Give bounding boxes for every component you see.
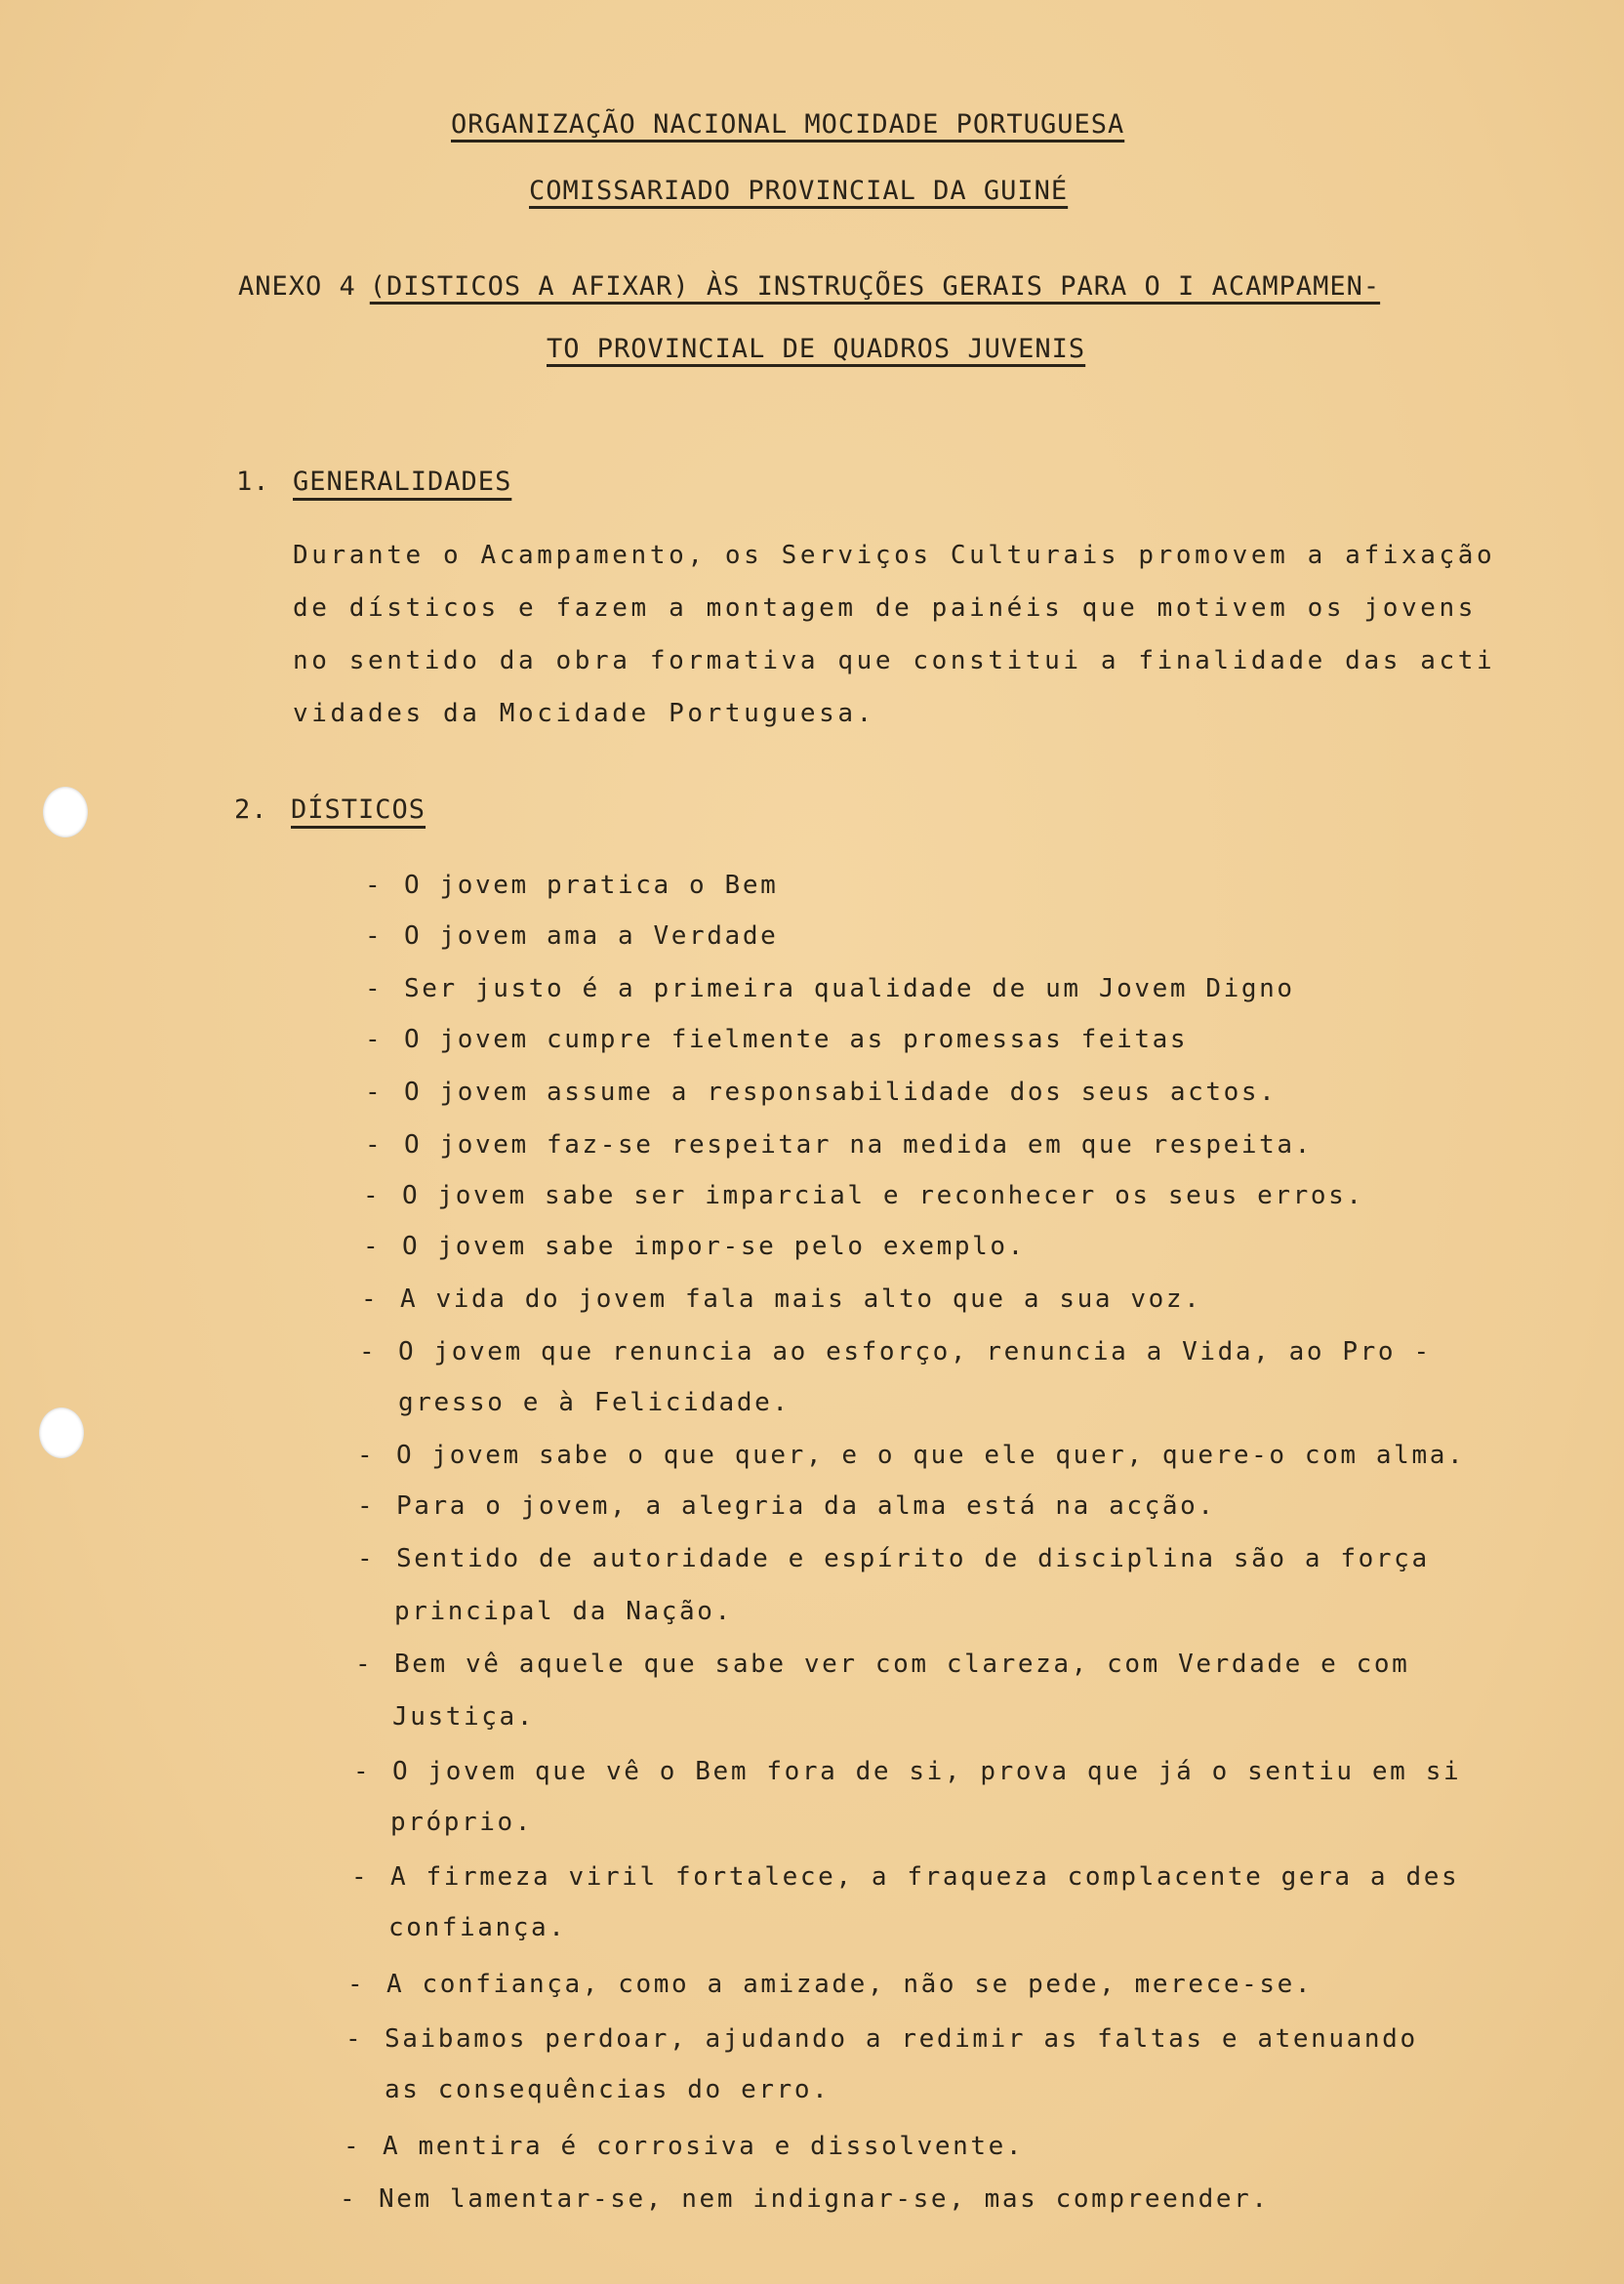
disticos-item: - O jovem faz-se respeitar na medida em que respeita.	[365, 1130, 1313, 1160]
disticos-item: - O jovem sabe o que quer, e o que ele quer, quere-o com alma.	[357, 1441, 1466, 1470]
section-1-line: no sentido da obra formativa que constitui a finalidade das acti	[293, 646, 1496, 675]
section-2-title: DÍSTICOS	[291, 795, 426, 825]
disticos-item: - Nem lamentar-se, nem indignar-se, mas compreender.	[340, 2184, 1270, 2214]
disticos-item: - O jovem sabe ser imparcial e reconhecer os seus erros.	[363, 1181, 1364, 1210]
disticos-item: - Saibamos perdoar, ajudando a redimir as faltas e atenuando	[345, 2024, 1418, 2054]
punch-hole-top	[43, 787, 88, 837]
disticos-item: - O jovem que renuncia ao esforço, renuncia a Vida, ao Pro -	[359, 1337, 1432, 1366]
disticos-item-continuation: principal da Nação.	[394, 1597, 733, 1626]
disticos-item: - O jovem que vê o Bem fora de si, prova que já o sentiu em si	[353, 1757, 1462, 1786]
annex-heading-line1	[238, 271, 1380, 302]
disticos-item: - O jovem sabe impor-se pelo exemplo.	[363, 1232, 1026, 1261]
punch-hole-bottom	[39, 1407, 84, 1458]
section-1-title: GENERALIDADES	[293, 467, 512, 497]
section-1-heading	[236, 467, 511, 497]
disticos-item: - O jovem cumpre fielmente as promessas feitas	[365, 1025, 1189, 1054]
disticos-item: - Sentido de autoridade e espírito de disciplina são a força	[357, 1544, 1430, 1573]
disticos-item: - A confiança, como a amizade, não se pede, merece-se.	[347, 1970, 1314, 1999]
disticos-item: - O jovem assume a responsabilidade dos seus actos.	[365, 1078, 1278, 1107]
disticos-item-continuation: Justiça.	[392, 1702, 536, 1732]
disticos-item: - Bem vê aquele que sabe ver com clareza, com Verdade e com	[355, 1650, 1410, 1679]
disticos-item: - A firmeza viril fortalece, a fraqueza complacente gera a des	[351, 1862, 1460, 1892]
commissariat-title: COMISSARIADO PROVINCIAL DA GUINÉ	[529, 176, 1069, 206]
disticos-item: - O jovem pratica o Bem	[365, 871, 779, 900]
disticos-item: - A mentira é corrosiva e dissolvente.	[344, 2132, 1025, 2161]
section-1-number: 1.	[236, 467, 270, 497]
organization-title: ORGANIZAÇÃO NACIONAL MOCIDADE PORTUGUESA	[451, 109, 1125, 140]
disticos-item-continuation: as consequências do erro.	[385, 2075, 831, 2104]
disticos-item: - Para o jovem, a alegria da alma está na acção.	[357, 1491, 1216, 1521]
disticos-item: - O jovem ama a Verdade	[365, 921, 779, 951]
annex-number: ANEXO 4	[238, 271, 356, 302]
section-2-heading	[234, 795, 426, 825]
disticos-item: - A vida do jovem fala mais alto que a sua voz.	[361, 1285, 1202, 1314]
disticos-item-continuation: confiança.	[388, 1913, 567, 1942]
section-2-number: 2.	[234, 795, 268, 825]
section-1-line: Durante o Acampamento, os Serviços Culturais promovem a afixação	[293, 541, 1496, 570]
section-1-line: vidades da Mocidade Portuguesa.	[293, 699, 875, 728]
annex-heading-line2: TO PROVINCIAL DE QUADROS JUVENIS	[547, 334, 1086, 364]
disticos-item-continuation: gresso e à Felicidade.	[398, 1388, 791, 1417]
annex-title-part1: (DISTICOS A AFIXAR) ÀS INSTRUÇÕES GERAIS PARA O I ACAMPAMEN-	[369, 271, 1381, 302]
section-1-line: de dísticos e fazem a montagem de painéis que motivem os jovens	[293, 593, 1477, 623]
disticos-item: - Ser justo é a primeira qualidade de um Jovem Digno	[365, 974, 1295, 1003]
disticos-item-continuation: próprio.	[390, 1808, 534, 1837]
